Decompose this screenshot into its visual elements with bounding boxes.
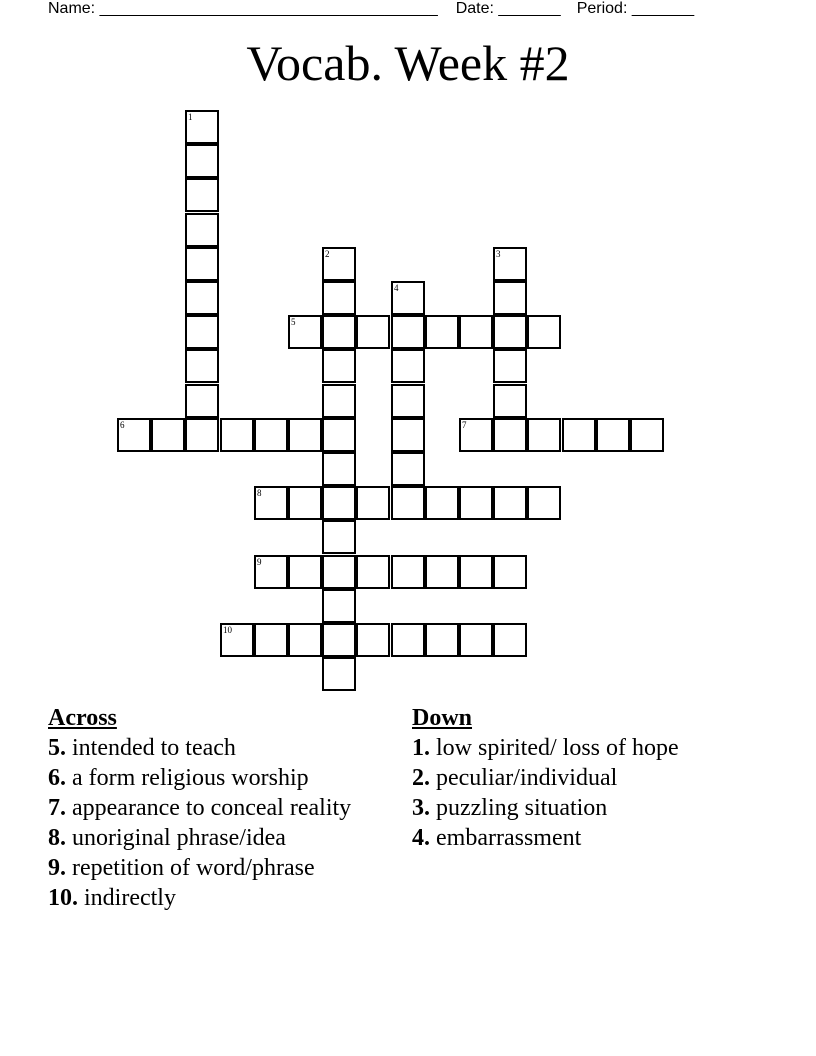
crossword-cell[interactable]	[493, 247, 527, 281]
down-heading: Down	[412, 705, 473, 731]
down-clue: 3. puzzling situation	[412, 795, 608, 821]
crossword-cell[interactable]	[459, 486, 493, 520]
crossword-cell[interactable]	[527, 486, 561, 520]
crossword-cell[interactable]	[151, 418, 185, 452]
crossword-cell[interactable]	[493, 281, 527, 315]
clue-number: 8	[257, 488, 262, 498]
crossword-cell[interactable]	[322, 247, 356, 281]
crossword-cell[interactable]	[322, 384, 356, 418]
crossword-cell[interactable]	[322, 657, 356, 691]
crossword-cell[interactable]	[322, 520, 356, 554]
crossword-cell[interactable]	[322, 452, 356, 486]
crossword-cell[interactable]	[185, 144, 219, 178]
crossword-cell[interactable]	[493, 418, 527, 452]
crossword-cell[interactable]	[254, 418, 288, 452]
crossword-cell[interactable]	[459, 418, 493, 452]
crossword-cell[interactable]	[185, 315, 219, 349]
crossword-cell[interactable]	[459, 555, 493, 589]
across-clues	[48, 703, 378, 913]
crossword-cell[interactable]	[356, 555, 390, 589]
crossword-cell[interactable]	[596, 418, 630, 452]
crossword-cell[interactable]	[391, 315, 425, 349]
clue-number: 5	[291, 317, 296, 327]
crossword-cell[interactable]	[185, 418, 219, 452]
crossword-cell[interactable]	[322, 486, 356, 520]
crossword-cell[interactable]	[493, 384, 527, 418]
crossword-cell[interactable]	[288, 486, 322, 520]
across-clue: 10. indirectly	[48, 885, 176, 911]
crossword-cell[interactable]	[117, 418, 151, 452]
crossword-cell[interactable]	[391, 384, 425, 418]
crossword-cell[interactable]	[185, 247, 219, 281]
date-field[interactable]: Date: _______	[455, 0, 561, 17]
across-clue: 6. a form religious worship	[48, 765, 309, 791]
crossword-cell[interactable]	[425, 315, 459, 349]
crossword-cell[interactable]	[185, 281, 219, 315]
crossword-cell[interactable]	[391, 281, 425, 315]
crossword-cell[interactable]	[493, 486, 527, 520]
clue-number: 7	[462, 420, 467, 430]
clue-number: 9	[257, 557, 262, 567]
crossword-cell[interactable]	[459, 623, 493, 657]
crossword-cell[interactable]	[185, 384, 219, 418]
crossword-cell[interactable]	[630, 418, 664, 452]
clue-number: 4	[394, 283, 399, 293]
crossword-cell[interactable]	[391, 349, 425, 383]
crossword-cell[interactable]	[425, 555, 459, 589]
crossword-cell[interactable]	[391, 623, 425, 657]
crossword-cell[interactable]	[254, 623, 288, 657]
crossword-cell[interactable]	[322, 281, 356, 315]
crossword-cell[interactable]	[220, 418, 254, 452]
down-clues	[412, 703, 772, 853]
crossword-cell[interactable]	[356, 486, 390, 520]
crossword-cell[interactable]	[493, 555, 527, 589]
crossword-cell[interactable]	[185, 213, 219, 247]
clue-number: 10	[223, 625, 232, 635]
down-clue: 1. low spirited/ loss of hope	[412, 735, 679, 761]
crossword-cell[interactable]	[185, 110, 219, 144]
crossword-cell[interactable]	[391, 418, 425, 452]
name-field[interactable]: Name: ______________________________________	[48, 0, 438, 17]
crossword-cell[interactable]	[527, 418, 561, 452]
crossword-cell[interactable]	[322, 589, 356, 623]
clue-number: 1	[188, 112, 193, 122]
crossword-cell[interactable]	[288, 315, 322, 349]
crossword-cell[interactable]	[322, 555, 356, 589]
crossword-cell[interactable]	[288, 555, 322, 589]
crossword-cell[interactable]	[493, 623, 527, 657]
crossword-cell[interactable]	[322, 418, 356, 452]
clue-number: 2	[325, 249, 330, 259]
crossword-cell[interactable]	[220, 623, 254, 657]
down-clue: 2. peculiar/individual	[412, 765, 618, 791]
crossword-cell[interactable]	[527, 315, 561, 349]
crossword-cell[interactable]	[322, 349, 356, 383]
crossword-cell[interactable]	[493, 315, 527, 349]
across-clue: 8. unoriginal phrase/idea	[48, 825, 286, 851]
crossword-cell[interactable]	[322, 315, 356, 349]
crossword-cell[interactable]	[391, 452, 425, 486]
page-title: Vocab. Week #2	[246, 35, 570, 91]
crossword-cell[interactable]	[254, 555, 288, 589]
across-clue: 7. appearance to conceal reality	[48, 795, 352, 821]
across-clue: 5. intended to teach	[48, 735, 236, 761]
crossword-cell[interactable]	[562, 418, 596, 452]
crossword-cell[interactable]	[459, 315, 493, 349]
crossword-cell[interactable]	[391, 486, 425, 520]
crossword-cell[interactable]	[391, 555, 425, 589]
clue-number: 3	[496, 249, 501, 259]
across-heading: Across	[48, 705, 117, 731]
crossword-cell[interactable]	[425, 623, 459, 657]
clue-number: 6	[120, 420, 125, 430]
crossword-cell[interactable]	[288, 418, 322, 452]
crossword-cell[interactable]	[254, 486, 288, 520]
crossword-cell[interactable]	[185, 349, 219, 383]
crossword-cell[interactable]	[425, 486, 459, 520]
crossword-cell[interactable]	[493, 349, 527, 383]
down-clue: 4. embarrassment	[412, 825, 582, 851]
across-clue: 9. repetition of word/phrase	[48, 855, 315, 881]
crossword-cell[interactable]	[185, 178, 219, 212]
crossword-cell[interactable]	[356, 315, 390, 349]
crossword-cell[interactable]	[322, 623, 356, 657]
crossword-cell[interactable]	[288, 623, 322, 657]
period-field[interactable]: Period: _______	[576, 0, 695, 17]
crossword-cell[interactable]	[356, 623, 390, 657]
